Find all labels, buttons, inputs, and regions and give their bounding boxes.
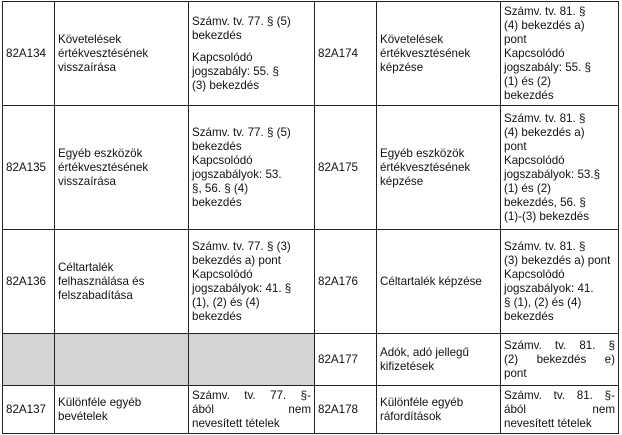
- account-description: Egyéb eszközök értékvesztésének visszaírása: [55, 106, 189, 230]
- legal-reference: Számv. tv. 81. § (2) bekezdés e) pont: [501, 334, 619, 386]
- account-description: Céltartalék képzése: [377, 230, 501, 334]
- legal-reference: Számv. tv. 77. § (5) bekezdés Kapcsolódó jogszabályok: 53. §, 56. § (4) bekezdés: [189, 106, 315, 230]
- table-row: [3, 106, 619, 230]
- legal-reference: Számv. tv. 81. § (4) bekezdés a) pont Kapcsolódó jogszabály: 55. § (1) és (2) bekezdés: [501, 2, 619, 106]
- legal-reference: Számv. tv. 81. § (3) bekezdés a) pont Kapcsolódó jogszabályok: 41. § (1), (2) és (4) bekezdés: [501, 230, 619, 334]
- table-row: [3, 230, 619, 334]
- account-description: Céltartalék felhasználása és felszabadítása: [55, 230, 189, 334]
- account-description: Különféle egyéb bevételek: [55, 386, 189, 434]
- account-code: 82A174: [315, 2, 377, 106]
- table-row: [3, 2, 619, 106]
- account-code: 82A177: [315, 334, 377, 386]
- legal-reference: Számv. tv. 77. § (3) bekezdés a) pont Kapcsolódó jogszabályok: 41. § (1), (2) és (4) bekezdés: [189, 230, 315, 334]
- account-description: Követelések értékvesztésének visszaírása: [55, 2, 189, 106]
- legal-reference: Számv. tv. 81. §- ából nem nevesített tételek: [501, 386, 619, 434]
- legal-reference: Számv. tv. 77. § (5) bekezdés Kapcsolódó jogszabály: 55. § (3) bekezdés: [189, 2, 315, 106]
- account-code: 82A137: [3, 386, 55, 434]
- legal-reference: Számv. tv. 81. § (4) bekezdés a) pont Kapcsolódó jogszabályok: 53.§ (1) és (2) bekezdés, 56. § (1)-(3) bekezdés: [501, 106, 619, 230]
- account-description: Egyéb eszközök értékvesztésének képzése: [377, 106, 501, 230]
- account-code: 82A178: [315, 386, 377, 434]
- accounting-code-table: [2, 1, 619, 434]
- table-row: [3, 386, 619, 434]
- account-description: Követelések értékvesztésének képzése: [377, 2, 501, 106]
- legal-reference: Számv. tv. 77. §- ából nem nevesített tételek: [189, 386, 315, 434]
- account-description: Különféle egyéb ráfordítások: [377, 386, 501, 434]
- account-description: Adók, adó jellegű kifizetések: [377, 334, 501, 386]
- account-code: 82A176: [315, 230, 377, 334]
- account-code: 82A134: [3, 2, 55, 106]
- empty-shaded-cell: [3, 334, 55, 386]
- account-code: 82A175: [315, 106, 377, 230]
- empty-shaded-cell: [189, 334, 315, 386]
- account-code: 82A135: [3, 106, 55, 230]
- account-code: 82A136: [3, 230, 55, 334]
- empty-shaded-cell: [55, 334, 189, 386]
- table-row: [3, 334, 619, 386]
